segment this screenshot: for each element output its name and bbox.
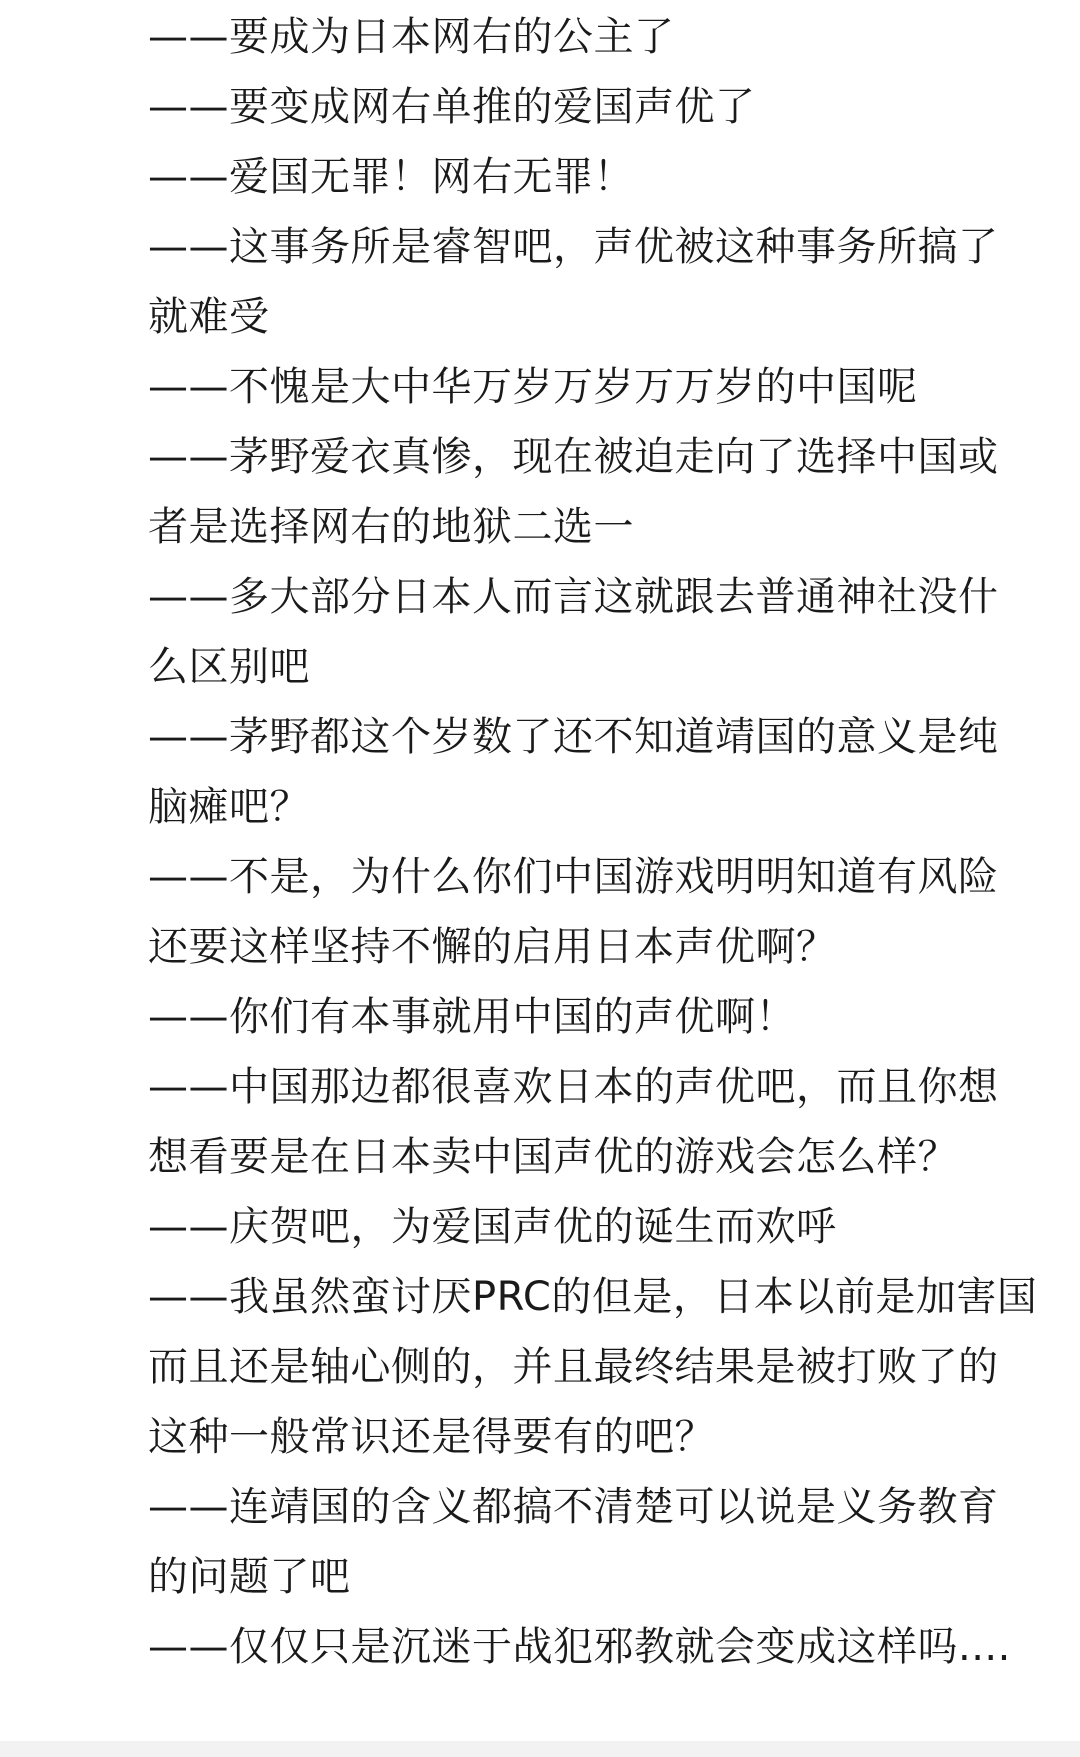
comment-line: ——不愧是大中华万岁万岁万万岁的中国呢 <box>148 364 918 410</box>
bottom-divider <box>0 1741 1080 1757</box>
comment-line: ——要变成网右单推的爱国声优了 <box>148 84 756 130</box>
comment-line: ——这事务所是睿智吧，声优被这种事务所搞了就难受 <box>148 224 999 340</box>
comment-line: ——连靖国的含义都搞不清楚可以说是义务教育的问题了吧 <box>148 1484 999 1600</box>
comment-line: ——要成为日本网右的公主了 <box>148 14 675 60</box>
comment-line: ——我虽然蛮讨厌PRC的但是，日本以前是加害国而且还是轴心侧的，并且最终结果是被打败了的 <box>148 1274 1038 1390</box>
comment-line: ——你们有本事就用中国的声优啊！ <box>148 994 796 1040</box>
comment-line: ——茅野爱衣真惨，现在被迫走向了选择中国或者是选择网右的地狱二选一 <box>148 434 999 550</box>
comment-line: 这种一般常识还是得要有的吧？ <box>148 1414 715 1460</box>
comment-line: ——不是，为什么你们中国游戏明明知道有风险还要这样坚持不懈的启用日本声优啊？ <box>148 854 999 970</box>
comment-line: ——茅野都这个岁数了还不知道靖国的意义是纯脑瘫吧？ <box>148 714 999 830</box>
comment-line: ——仅仅只是沉迷于战犯邪教就会变成这样吗.... <box>148 1624 1011 1670</box>
comment-line: ——爱国无罪！网右无罪！ <box>148 154 634 200</box>
comment-line: ——多大部分日本人而言这就跟去普通神社没什么区别吧 <box>148 574 999 690</box>
comment-line: ——中国那边都很喜欢日本的声优吧，而且你想想看要是在日本卖中国声优的游戏会怎么样？ <box>148 1064 999 1180</box>
comment-list <box>148 2 1038 1682</box>
comment-line: ——庆贺吧，为爱国声优的诞生而欢呼 <box>148 1204 837 1250</box>
